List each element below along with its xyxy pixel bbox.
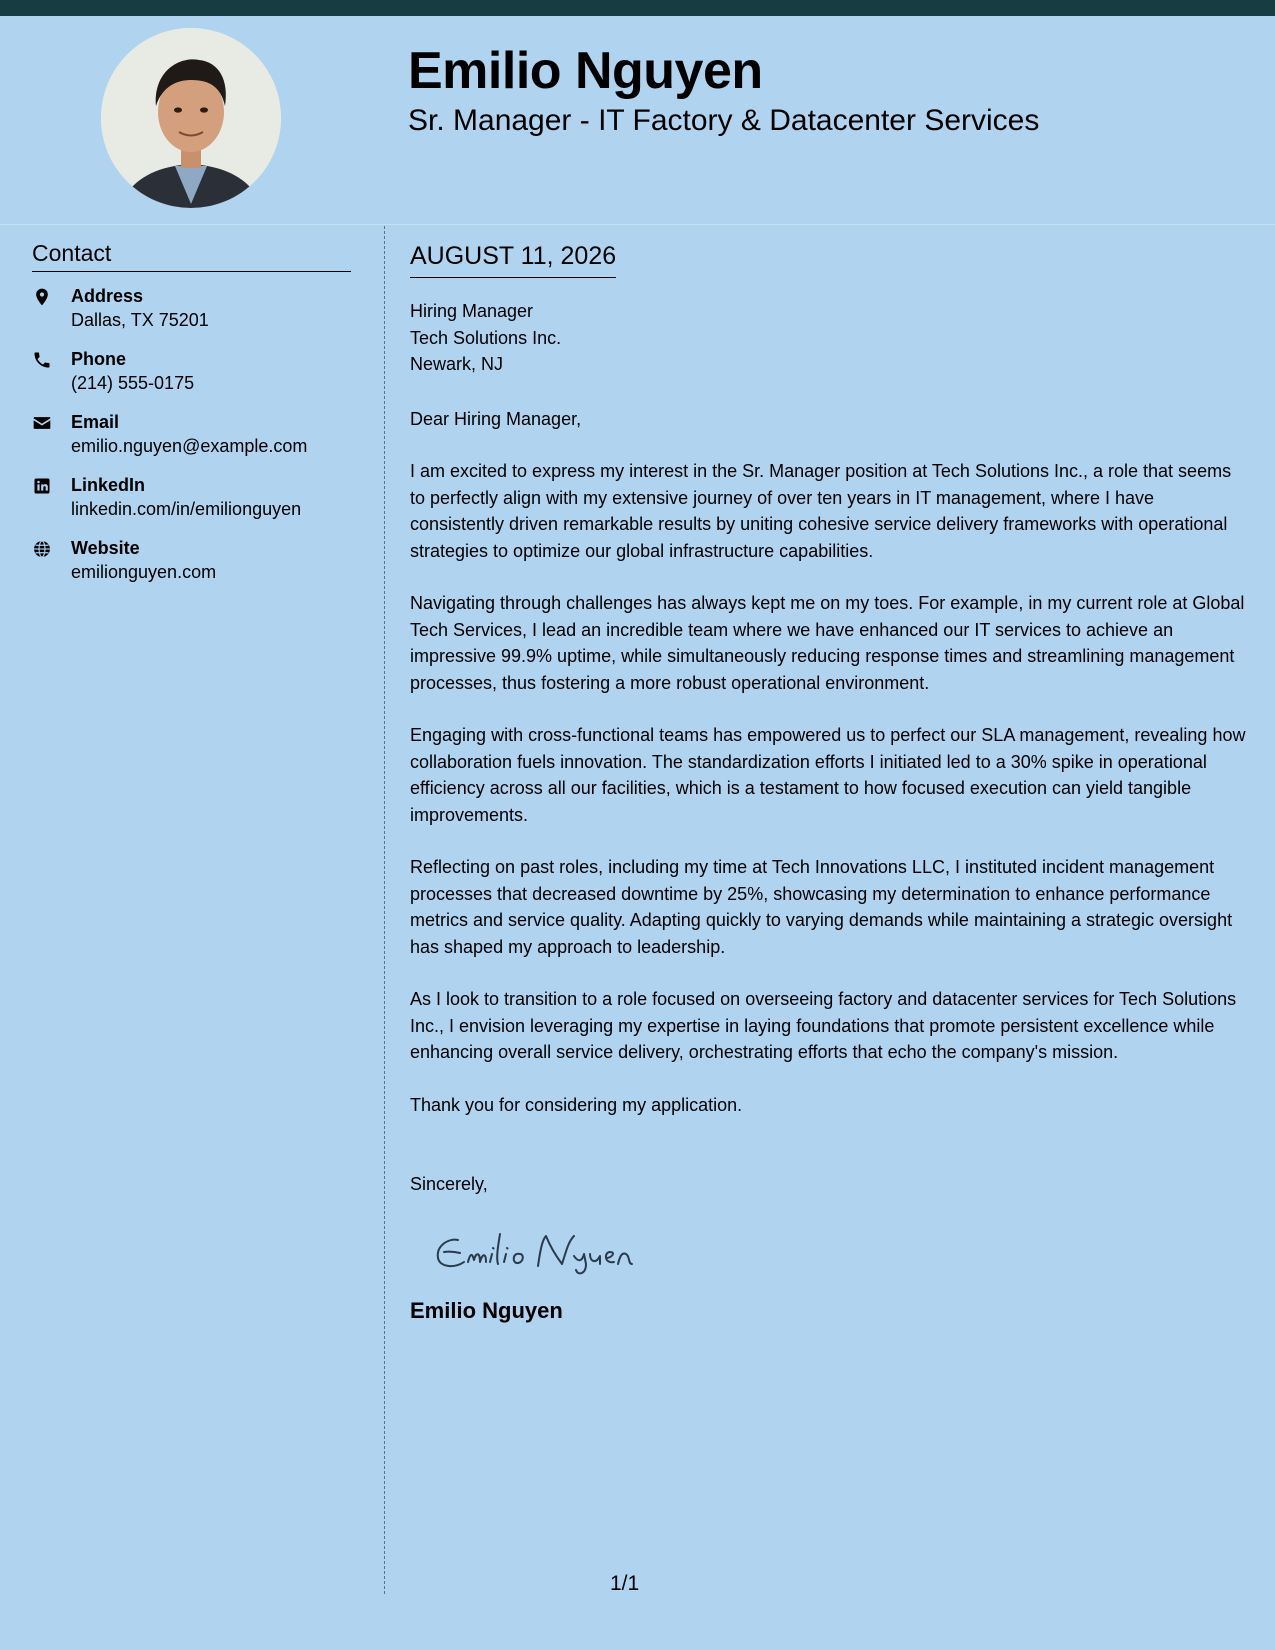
header — [0, 16, 1275, 225]
contact-label: Email — [71, 412, 120, 432]
column-divider — [384, 226, 385, 1594]
letter-paragraph: I am excited to express my interest in the Sr. Manager position at Tech Solutions Inc., a role that seems to perfectly align with my extensive journey of over ten years in IT management, where I have consistently driven remarkable results by uniting cohesive service delivery frameworks with operational strategies to optimize our global infrastructure capabilities. — [410, 461, 1232, 561]
contact-item-phone — [32, 347, 351, 410]
contact-label: LinkedIn — [71, 475, 146, 495]
globe-icon — [32, 539, 54, 561]
map-pin-icon — [32, 287, 54, 309]
top-bar — [0, 0, 1275, 16]
recipient-line: Hiring Manager — [410, 301, 534, 321]
contact-value: emilio.nguyen@example.com — [71, 436, 308, 456]
contact-label: Website — [71, 538, 140, 558]
letter-paragraph: Reflecting on past roles, including my time at Tech Innovations LLC, I instituted incident management processes that decreased downtime by 25%, showcasing my determination to enhance performance metrics and service quality. Adapting quickly to varying demands while maintaining a strategic oversight has shaped my approach to leadership. — [410, 857, 1233, 957]
contact-value: linkedin.com/in/emilionguyen — [71, 499, 302, 519]
contact-label: Phone — [71, 349, 127, 369]
signature-illustration — [428, 1222, 668, 1282]
closing: Sincerely, — [410, 1174, 488, 1194]
contact-item-website — [32, 536, 351, 599]
profile-photo — [101, 28, 281, 208]
contact-sidebar — [32, 240, 351, 599]
contact-value: emilionguyen.com — [71, 562, 217, 582]
contact-heading: Contact — [32, 240, 351, 272]
contact-value: (214) 555-0175 — [71, 373, 195, 393]
letter-paragraph: As I look to transition to a role focused on overseeing factory and datacenter services for Tech Solutions Inc., I envision leveraging my expertise in laying foundations that promote persistent excellence while enhancing overall service delivery, orchestrating efforts that echo the company's mission. — [410, 989, 1237, 1062]
recipient-line: Newark, NJ — [410, 354, 504, 374]
letter-paragraph: Thank you for considering my application. — [410, 1094, 743, 1115]
letter-paragraph: Engaging with cross-functional teams has empowered us to perfect our SLA management, revealing how collaboration fuels innovation. The standardization efforts I initiated led to a 30% spike in operational efficiency across all our facilities, which is a testament to how focused execution can yield tangible improvements. — [410, 725, 1246, 825]
letter-date: AUGUST 11, 2026 — [410, 242, 616, 278]
signer-name: Emilio Nguyen — [410, 1297, 563, 1323]
handwritten-signature — [428, 1222, 668, 1282]
recipient-block — [410, 298, 1250, 378]
contact-item-linkedin — [32, 473, 351, 536]
recipient-line: Tech Solutions Inc. — [410, 327, 562, 348]
letter-body — [410, 242, 1250, 1324]
envelope-icon — [32, 413, 54, 435]
linkedin-icon — [32, 476, 54, 498]
contact-item-address — [32, 284, 351, 347]
profile-photo-illustration — [101, 28, 281, 208]
letter-paragraph: Navigating through challenges has always kept me on my toes. For example, in my current role at Global Tech Services, I lead an incredible team where we have enhanced our IT services to achieve an impressive 99.9% uptime, while simultaneously reducing response times and streamlining management processes, thus fostering a more robust operational environment. — [410, 593, 1245, 693]
applicant-name: Emilio Nguyen — [408, 42, 763, 100]
phone-icon — [32, 350, 54, 372]
applicant-role: Sr. Manager - IT Factory & Datacenter Services — [408, 104, 1040, 137]
contact-value: Dallas, TX 75201 — [71, 310, 209, 330]
salutation: Dear Hiring Manager, — [410, 408, 582, 429]
contact-item-email — [32, 410, 351, 473]
contact-label: Address — [71, 286, 144, 306]
page-number: 1/1 — [610, 1572, 640, 1595]
